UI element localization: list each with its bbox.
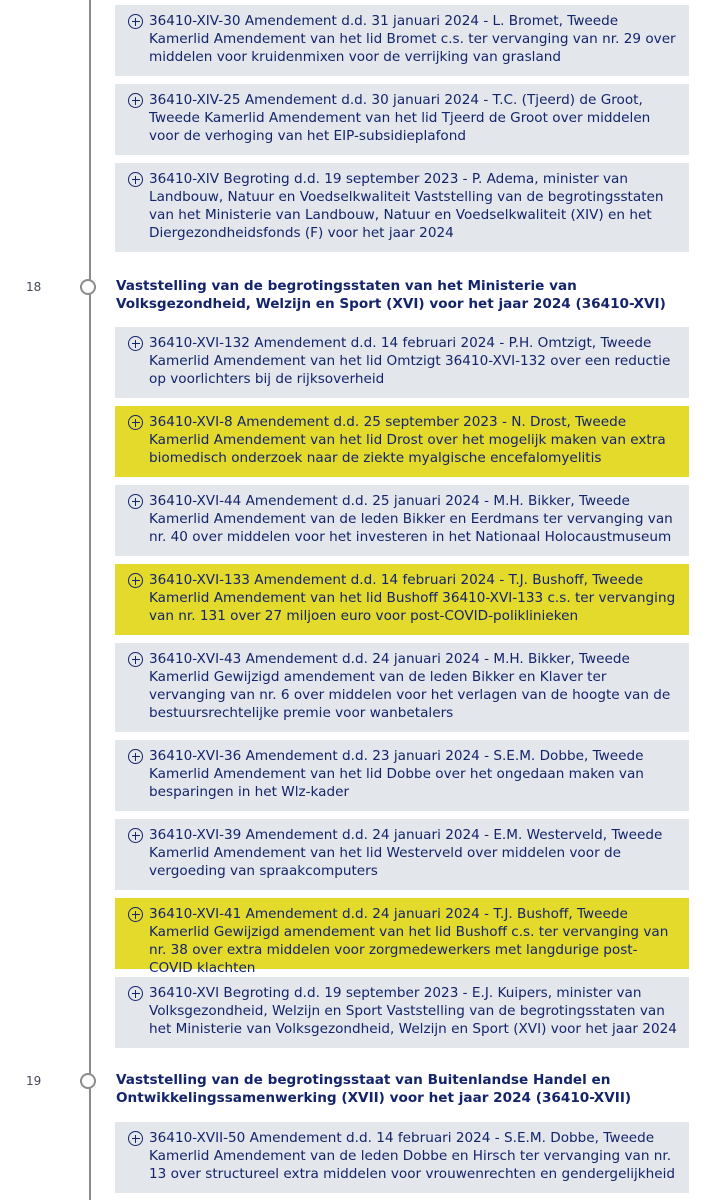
amendment-text: 36410-XVI-41 Amendement d.d. 24 januari 2024 - T.J. Bushoff, Tweede Kamerlid Gewijzigd amendement van het lid Bushoff c.s. ter vervanging van nr. 38 over extra middelen voor zorgmedewerkers met langdurige post-COVID klachten — [149, 906, 669, 976]
circle-node-icon — [80, 1073, 96, 1089]
amendment-text: 36410-XVI-133 Amendement d.d. 14 februari 2024 - T.J. Bushoff, Tweede Kamerlid Amendement van het lid Bushoff 36410-XVI-133 c.s. ter vervanging van nr. 131 over 27 miljoen euro voor post-COVID-poliklinieken — [149, 572, 676, 624]
plus-circle-icon[interactable] — [128, 828, 143, 843]
amendment-item[interactable] — [115, 1122, 689, 1193]
plus-circle-icon[interactable] — [128, 907, 143, 922]
plus-circle-icon[interactable] — [128, 652, 143, 667]
agenda-number: 19 — [26, 1074, 42, 1088]
amendment-item[interactable] — [115, 163, 689, 252]
amendment-text: 36410-XVI-39 Amendement d.d. 24 januari 2024 - E.M. Westerveld, Tweede Kamerlid Amendement van het lid Westerveld over middelen voor de vergoeding van spraakcomputers — [149, 827, 663, 879]
amendment-item[interactable] — [115, 977, 689, 1048]
amendment-item-highlighted[interactable] — [115, 406, 689, 477]
amendment-item[interactable] — [115, 327, 689, 398]
amendment-text: 36410-XVI-132 Amendement d.d. 14 februari 2024 - P.H. Omtzigt, Tweede Kamerlid Amendement van het lid Omtzigt 36410-XVI-132 over een reductie op voorlichters bij de rijksoverheid — [149, 335, 671, 387]
amendment-text: 36410-XIV-30 Amendement d.d. 31 januari 2024 - L. Bromet, Tweede Kamerlid Amendement van het lid Bromet c.s. ter vervanging van nr. 29 over middelen voor kruidenmixen voor de verrijking van grasland — [149, 13, 676, 65]
plus-circle-icon[interactable] — [128, 14, 143, 29]
agenda-title: Vaststelling van de begrotingsstaten van het Ministerie van Volksgezondheid, Welzijn en Sport (XVI) voor het jaar 2024 (36410-XVI) — [116, 278, 666, 312]
plus-circle-icon[interactable] — [128, 573, 143, 588]
amendment-item-highlighted[interactable] — [115, 564, 689, 635]
amendment-text: 36410-XVI-36 Amendement d.d. 23 januari 2024 - S.E.M. Dobbe, Tweede Kamerlid Amendement van het lid Dobbe over het ongedaan maken van besparingen in het Wlz-kader — [149, 748, 644, 800]
amendment-text: 36410-XVI Begroting d.d. 19 september 2023 - E.J. Kuipers, minister van Volksgezondheid, Welzijn en Sport Vaststelling van de begrotingsstaten van het Ministerie van Volksgezondheid, Welzijn en Sport (XVI) voor het jaar 2024 — [149, 985, 677, 1037]
amendment-text: 36410-XIV Begroting d.d. 19 september 2023 - P. Adema, minister van Landbouw, Natuur en Voedselkwaliteit Vaststelling van de begrotingsstaten van het Ministerie van Landbouw, Natuur en Voedselkwaliteit (XIV) en het Diergezondheidsfonds (F) voor het jaar 2024 — [149, 171, 664, 241]
circle-node-icon — [80, 279, 96, 295]
amendment-item-highlighted[interactable] — [115, 898, 689, 976]
amendment-item[interactable] — [115, 5, 689, 76]
amendment-item[interactable] — [115, 819, 689, 890]
plus-circle-icon[interactable] — [128, 1131, 143, 1146]
amendment-item[interactable] — [115, 740, 689, 811]
timeline-line — [89, 0, 91, 1200]
plus-circle-icon[interactable] — [128, 749, 143, 764]
amendment-text: 36410-XIV-25 Amendement d.d. 30 januari 2024 - T.C. (Tjeerd) de Groot, Tweede Kamerlid Amendement van het lid Tjeerd de Groot over middelen voor de verhoging van het EIP-subsidieplafond — [149, 92, 651, 144]
plus-circle-icon[interactable] — [128, 986, 143, 1001]
amendment-text: 36410-XVI-8 Amendement d.d. 25 september 2023 - N. Drost, Tweede Kamerlid Amendement van het lid Drost over het mogelijk maken van extra biomedisch onderzoek naar de ziekte myalgische encefalomyelitis — [149, 414, 666, 466]
amendment-text: 36410-XVI-44 Amendement d.d. 25 januari 2024 - M.H. Bikker, Tweede Kamerlid Amendement van de leden Bikker en Eerdmans ter vervanging van nr. 40 over middelen voor het investeren in het Nationaal Holocaustmuseum — [149, 493, 673, 545]
amendment-item[interactable] — [115, 485, 689, 556]
agenda-number: 18 — [26, 280, 42, 294]
plus-circle-icon[interactable] — [128, 494, 143, 509]
amendment-text: 36410-XVI-43 Amendement d.d. 24 januari 2024 - M.H. Bikker, Tweede Kamerlid Gewijzigd amendement van de leden Bikker en Klaver ter vervanging van nr. 6 over middelen voor het verlagen van de hoogte van de bestuursrechtelijke premie voor wanbetalers — [149, 651, 671, 721]
plus-circle-icon[interactable] — [128, 415, 143, 430]
plus-circle-icon[interactable] — [128, 336, 143, 351]
amendment-text: 36410-XVII-50 Amendement d.d. 14 februari 2024 - S.E.M. Dobbe, Tweede Kamerlid Amendement van de leden Dobbe en Hirsch ter vervanging van nr. 13 over structureel extra middelen voor vrouwenrechten en gendergelijkheid — [149, 1130, 676, 1182]
amendment-item[interactable] — [115, 643, 689, 732]
plus-circle-icon[interactable] — [128, 172, 143, 187]
plus-circle-icon[interactable] — [128, 93, 143, 108]
agenda-title: Vaststelling van de begrotingsstaat van Buitenlandse Handel en Ontwikkelingssamenwerking (XVII) voor het jaar 2024 (36410-XVII) — [116, 1072, 632, 1106]
amendment-item[interactable] — [115, 84, 689, 155]
